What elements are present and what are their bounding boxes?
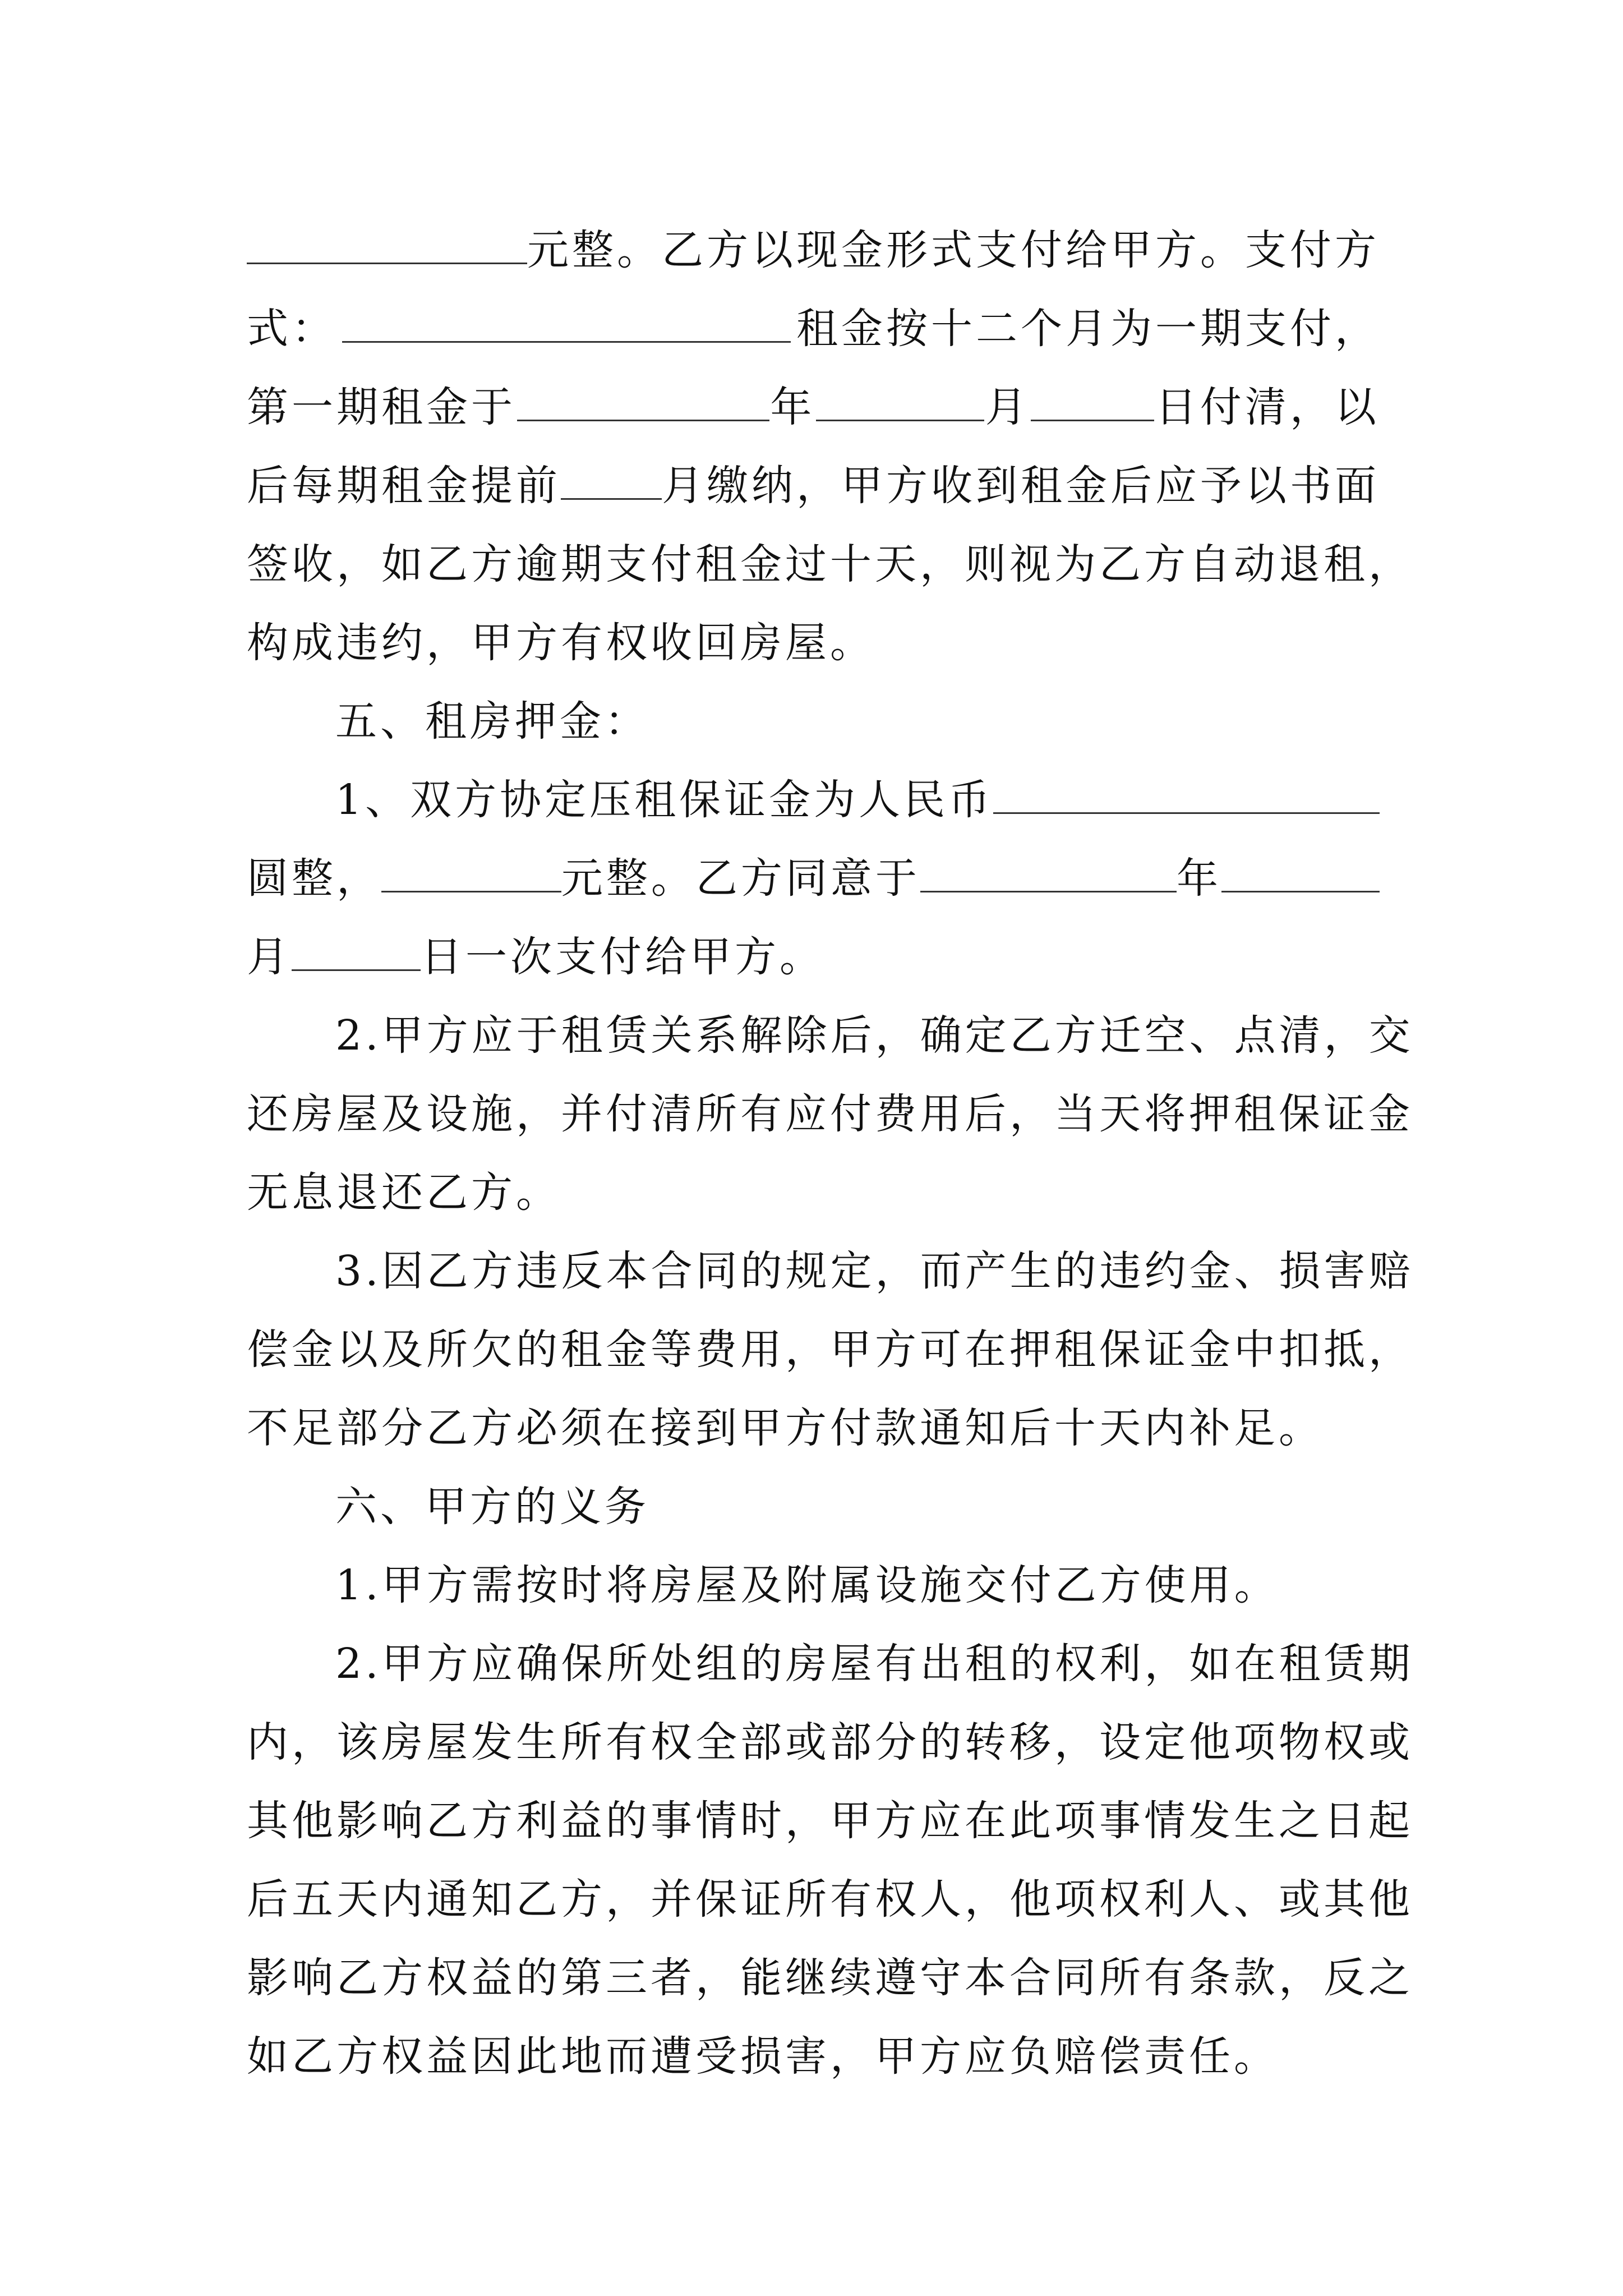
text-segment: 年	[1176, 854, 1221, 903]
text-line	[247, 1389, 1380, 1467]
text-line	[247, 368, 1380, 447]
text-segment: 1.甲方需按时将房屋及附属设施交付乙方使用。	[335, 1561, 1279, 1609]
text-segment: 构成违约，甲方有权收回房屋。	[247, 619, 875, 667]
section-heading	[247, 1467, 1380, 1546]
text-segment: 式：	[247, 305, 336, 353]
text-line	[247, 1782, 1413, 1860]
fill-in-blank	[381, 852, 561, 892]
contract-body	[247, 211, 1414, 2096]
text-line	[247, 839, 1380, 918]
text-segment: 后每期租金提前	[247, 462, 561, 510]
text-segment: 圆整，	[247, 854, 381, 903]
fill-in-blank	[292, 930, 421, 971]
text-segment: 日一次支付给甲方。	[421, 933, 824, 981]
text-segment: 偿金以及所欠的租金等费用，甲方可在押租保证金中扣抵，	[247, 1326, 1413, 1374]
text-line	[247, 211, 1380, 289]
fill-in-blank	[247, 223, 527, 264]
fill-in-blank	[993, 773, 1380, 814]
text-line	[247, 761, 1380, 839]
text-segment: 3.因乙方违反本合同的规定，而产生的违约金、损害赔	[335, 1247, 1414, 1295]
fill-in-blank	[561, 459, 662, 500]
fill-in-blank	[1031, 380, 1154, 421]
text-segment: 1、双方协定压租保证金为人民币	[335, 776, 994, 824]
text-segment: 第一期租金于	[247, 383, 516, 431]
text-segment: 日付清，以	[1155, 383, 1380, 431]
text-line	[247, 1310, 1413, 1389]
text-line	[247, 1703, 1413, 1782]
text-line	[247, 996, 1414, 1075]
section-title: 六、甲方的义务	[335, 1483, 649, 1531]
text-segment: 影响乙方权益的第三者，能继续遵守本合同所有条款，反之	[247, 1954, 1413, 2002]
text-line	[247, 289, 1380, 368]
section-title: 五、租房押金：	[335, 697, 649, 746]
fill-in-blank	[342, 302, 791, 343]
text-line	[247, 1232, 1414, 1310]
fill-in-blank	[1221, 852, 1380, 892]
text-line	[247, 1075, 1413, 1153]
text-segment: 2.甲方应确保所处组的房屋有出租的权利，如在租赁期	[335, 1640, 1414, 1688]
fill-in-blank	[517, 380, 769, 421]
text-line	[247, 604, 1380, 682]
text-segment: 月	[247, 933, 292, 981]
text-line	[247, 918, 1380, 996]
text-segment: 其他影响乙方利益的事情时，甲方应在此项事情发生之日起	[247, 1797, 1413, 1845]
text-segment: 2.甲方应于租赁关系解除后，确定乙方迁空、点清，交	[335, 1011, 1414, 1060]
text-line	[247, 2017, 1380, 2096]
fill-in-blank	[920, 852, 1177, 892]
text-line	[247, 1546, 1380, 1625]
text-segment: 内，该房屋发生所有权全部或部分的转移，设定他项物权或	[247, 1718, 1413, 1766]
text-segment: 不足部分乙方必须在接到甲方付款通知后十天内补足。	[247, 1404, 1324, 1452]
text-segment: 后五天内通知乙方，并保证所有权人，他项权利人、或其他	[247, 1875, 1413, 1924]
text-line	[247, 1625, 1414, 1703]
text-line	[247, 1939, 1413, 2017]
text-line	[247, 447, 1380, 525]
text-line	[247, 1860, 1413, 1939]
text-line	[247, 1153, 1380, 1232]
text-segment: 签收，如乙方逾期支付租金过十天，则视为乙方自动退租，	[247, 540, 1413, 588]
text-segment: 月缴纳，甲方收到租金后应予以书面	[662, 462, 1380, 510]
fill-in-blank	[816, 380, 984, 421]
text-segment: 元整。乙方以现金形式支付给甲方。支付方	[527, 226, 1380, 274]
text-segment: 租金按十二个月为一期支付，	[796, 305, 1380, 353]
text-segment: 元整。乙方同意于	[561, 854, 920, 903]
text-segment: 月	[985, 383, 1030, 431]
text-line	[247, 525, 1413, 604]
section-heading	[247, 682, 1380, 761]
text-segment: 无息退还乙方。	[247, 1168, 561, 1217]
text-segment: 如乙方权益因此地而遭受损害，甲方应负赔偿责任。	[247, 2032, 1279, 2081]
text-segment: 还房屋及设施，并付清所有应付费用后，当天将押租保证金	[247, 1090, 1413, 1138]
text-segment: 年	[770, 383, 815, 431]
